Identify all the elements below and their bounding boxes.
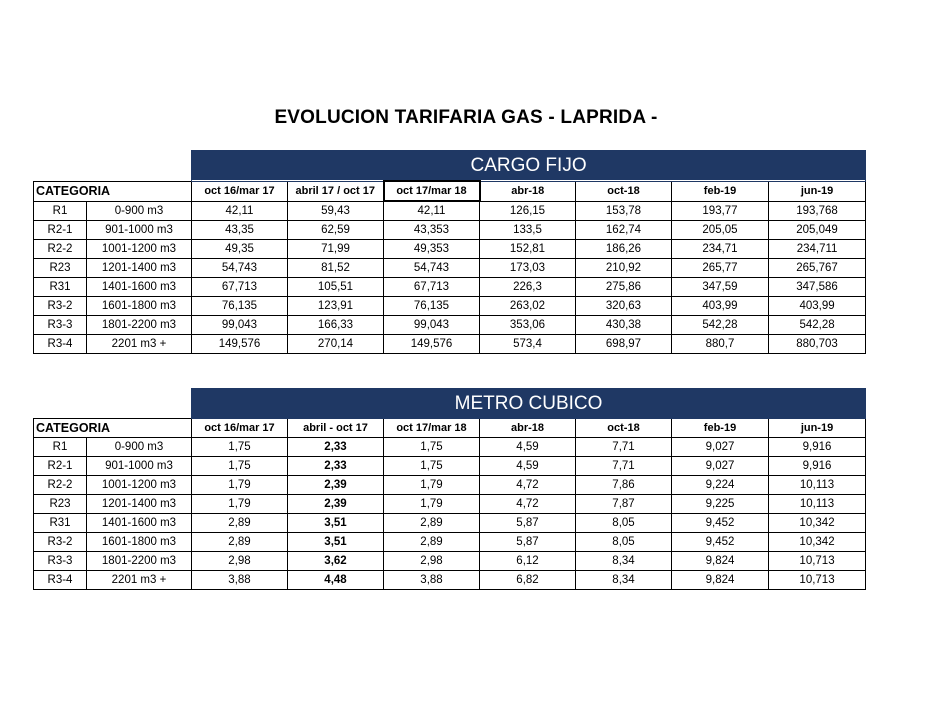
category-code: R23 [34,495,87,514]
value-cell: 4,72 [480,495,576,514]
value-cell: 8,05 [576,514,672,533]
column-header: oct 17/mar 18 [384,181,480,201]
table-row [34,201,866,221]
column-header: feb-19 [672,419,769,438]
value-cell: 3,62 [288,552,384,571]
category-code: R31 [34,278,87,297]
value-cell: 2,33 [288,438,384,457]
band-title: CARGO FIJO [192,151,866,182]
category-code: R3-4 [34,571,87,590]
value-cell: 4,72 [480,476,576,495]
value-cell: 59,43 [288,201,384,221]
value-cell: 42,11 [384,201,480,221]
value-cell: 173,03 [480,259,576,278]
column-header: feb-19 [672,181,769,201]
value-cell: 162,74 [576,221,672,240]
table-row [34,240,866,259]
value-cell: 4,59 [480,457,576,476]
value-cell: 9,916 [769,438,866,457]
value-cell: 1,79 [192,476,288,495]
column-header: oct-18 [576,419,672,438]
table-band-row [34,151,866,182]
value-cell: 7,71 [576,438,672,457]
category-range: 0-900 m3 [87,201,192,221]
column-header: abr-18 [480,181,576,201]
category-code: R3-3 [34,552,87,571]
value-cell: 1,75 [384,457,480,476]
value-cell: 9,916 [769,457,866,476]
value-cell: 99,043 [384,316,480,335]
value-cell: 403,99 [672,297,769,316]
value-cell: 226,3 [480,278,576,297]
value-cell: 54,743 [192,259,288,278]
value-cell: 210,92 [576,259,672,278]
value-cell: 10,342 [769,533,866,552]
category-range: 1401-1600 m3 [87,514,192,533]
table-band-row [34,389,866,419]
band-spacer [34,151,192,182]
value-cell: 234,71 [672,240,769,259]
value-cell: 3,51 [288,533,384,552]
category-range: 1201-1400 m3 [87,495,192,514]
value-cell: 2,89 [192,533,288,552]
value-cell: 6,82 [480,571,576,590]
column-header: oct-18 [576,181,672,201]
category-code: R2-1 [34,457,87,476]
value-cell: 347,59 [672,278,769,297]
value-cell: 205,049 [769,221,866,240]
value-cell: 7,86 [576,476,672,495]
value-cell: 1,75 [192,438,288,457]
value-cell: 149,576 [192,335,288,354]
value-cell: 49,353 [384,240,480,259]
value-cell: 76,135 [192,297,288,316]
value-cell: 9,224 [672,476,769,495]
category-range: 1001-1200 m3 [87,240,192,259]
value-cell: 126,15 [480,201,576,221]
value-cell: 5,87 [480,514,576,533]
value-cell: 153,78 [576,201,672,221]
category-range: 1801-2200 m3 [87,552,192,571]
value-cell: 880,7 [672,335,769,354]
value-cell: 133,5 [480,221,576,240]
value-cell: 1,75 [192,457,288,476]
value-cell: 7,87 [576,495,672,514]
value-cell: 9,824 [672,552,769,571]
category-range: 901-1000 m3 [87,221,192,240]
category-range: 1601-1800 m3 [87,297,192,316]
value-cell: 8,34 [576,571,672,590]
value-cell: 43,35 [192,221,288,240]
category-code: R1 [34,201,87,221]
category-range: 2201 m3 + [87,335,192,354]
value-cell: 10,713 [769,552,866,571]
value-cell: 265,767 [769,259,866,278]
category-range: 901-1000 m3 [87,457,192,476]
value-cell: 49,35 [192,240,288,259]
category-code: R3-2 [34,297,87,316]
value-cell: 573,4 [480,335,576,354]
value-cell: 2,33 [288,457,384,476]
value-cell: 2,39 [288,495,384,514]
value-cell: 880,703 [769,335,866,354]
band-title: METRO CUBICO [192,389,866,419]
category-range: 1001-1200 m3 [87,476,192,495]
value-cell: 81,52 [288,259,384,278]
value-cell: 1,75 [384,438,480,457]
value-cell: 152,81 [480,240,576,259]
column-header: oct 16/mar 17 [192,181,288,201]
value-cell: 9,452 [672,514,769,533]
header-row [34,181,866,201]
value-cell: 1,79 [384,476,480,495]
value-cell: 7,71 [576,457,672,476]
value-cell: 42,11 [192,201,288,221]
value-cell: 698,97 [576,335,672,354]
column-header: abril - oct 17 [288,419,384,438]
value-cell: 542,28 [769,316,866,335]
category-code: R3-3 [34,316,87,335]
value-cell: 10,342 [769,514,866,533]
category-code: R31 [34,514,87,533]
value-cell: 9,225 [672,495,769,514]
value-cell: 2,89 [384,514,480,533]
column-header: jun-19 [769,181,866,201]
value-cell: 1,79 [192,495,288,514]
value-cell: 9,824 [672,571,769,590]
category-code: R1 [34,438,87,457]
value-cell: 6,12 [480,552,576,571]
value-cell: 403,99 [769,297,866,316]
value-cell: 275,86 [576,278,672,297]
page-title: EVOLUCION TARIFARIA GAS - LAPRIDA - [274,107,658,128]
category-code: R23 [34,259,87,278]
category-header: CATEGORIA [34,181,192,201]
table-row [34,552,866,571]
value-cell: 3,51 [288,514,384,533]
header-row [34,419,866,438]
column-header: jun-19 [769,419,866,438]
column-header: oct 17/mar 18 [384,419,480,438]
value-cell: 3,88 [192,571,288,590]
metro-cubico-table [33,388,866,590]
value-cell: 2,89 [384,533,480,552]
value-cell: 320,63 [576,297,672,316]
value-cell: 1,79 [384,495,480,514]
table-row [34,278,866,297]
value-cell: 270,14 [288,335,384,354]
table-row [34,221,866,240]
value-cell: 3,88 [384,571,480,590]
value-cell: 67,713 [192,278,288,297]
value-cell: 2,98 [384,552,480,571]
column-header: abr-18 [480,419,576,438]
value-cell: 10,713 [769,571,866,590]
category-range: 1401-1600 m3 [87,278,192,297]
category-range: 1201-1400 m3 [87,259,192,278]
category-header: CATEGORIA [34,419,192,438]
value-cell: 234,711 [769,240,866,259]
value-cell: 123,91 [288,297,384,316]
value-cell: 430,38 [576,316,672,335]
value-cell: 4,48 [288,571,384,590]
value-cell: 193,768 [769,201,866,221]
value-cell: 347,586 [769,278,866,297]
value-cell: 71,99 [288,240,384,259]
table-row [34,571,866,590]
value-cell: 9,027 [672,457,769,476]
value-cell: 263,02 [480,297,576,316]
value-cell: 4,59 [480,438,576,457]
table-row [34,514,866,533]
category-code: R2-2 [34,240,87,259]
value-cell: 2,98 [192,552,288,571]
value-cell: 2,89 [192,514,288,533]
value-cell: 149,576 [384,335,480,354]
value-cell: 105,51 [288,278,384,297]
value-cell: 9,452 [672,533,769,552]
table-row [34,438,866,457]
category-code: R2-2 [34,476,87,495]
value-cell: 10,113 [769,476,866,495]
value-cell: 265,77 [672,259,769,278]
value-cell: 193,77 [672,201,769,221]
value-cell: 10,113 [769,495,866,514]
value-cell: 2,39 [288,476,384,495]
table-row [34,533,866,552]
category-code: R2-1 [34,221,87,240]
column-header: abril 17 / oct 17 [288,181,384,201]
value-cell: 54,743 [384,259,480,278]
value-cell: 43,353 [384,221,480,240]
value-cell: 353,06 [480,316,576,335]
value-cell: 67,713 [384,278,480,297]
value-cell: 5,87 [480,533,576,552]
category-range: 1801-2200 m3 [87,316,192,335]
table-row [34,476,866,495]
value-cell: 99,043 [192,316,288,335]
value-cell: 542,28 [672,316,769,335]
table-row [34,316,866,335]
table-row [34,335,866,354]
value-cell: 76,135 [384,297,480,316]
value-cell: 9,027 [672,438,769,457]
value-cell: 166,33 [288,316,384,335]
table-row [34,495,866,514]
value-cell: 8,34 [576,552,672,571]
category-range: 2201 m3 + [87,571,192,590]
category-code: R3-2 [34,533,87,552]
band-spacer [34,389,192,419]
category-range: 1601-1800 m3 [87,533,192,552]
cargo-fijo-table [33,150,866,354]
value-cell: 8,05 [576,533,672,552]
value-cell: 62,59 [288,221,384,240]
value-cell: 205,05 [672,221,769,240]
table-row [34,457,866,476]
column-header: oct 16/mar 17 [192,419,288,438]
category-range: 0-900 m3 [87,438,192,457]
table-row [34,259,866,278]
category-code: R3-4 [34,335,87,354]
value-cell: 186,26 [576,240,672,259]
table-row [34,297,866,316]
